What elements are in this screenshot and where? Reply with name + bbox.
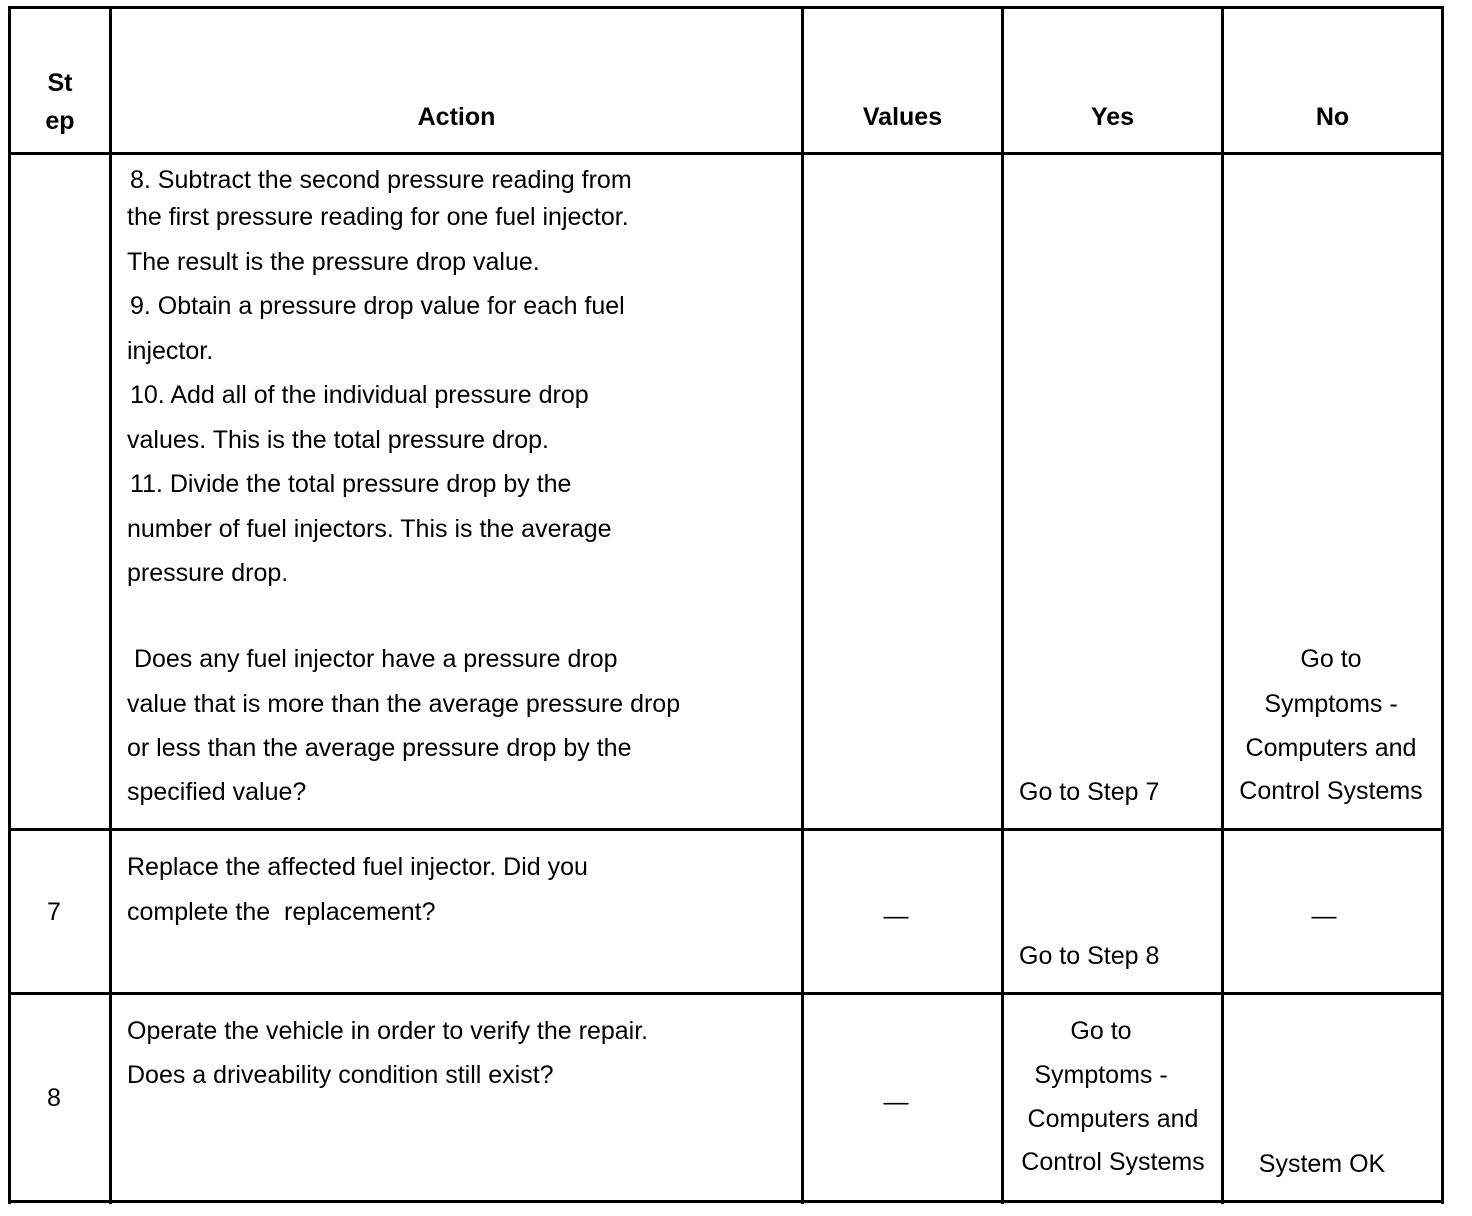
row-divider-6-7 [8,828,1444,831]
row6-question-line: value that is more than the average pressure drop [127,690,681,718]
row6-action-line: number of fuel injectors. This is the average [127,515,612,543]
row8-action-line: Does a driveability condition still exist? [127,1061,554,1089]
row7-step: 7 [47,898,61,926]
row6-no-line: Symptoms - [1264,690,1398,718]
row7-no: — [1311,902,1337,930]
row6-no-line: Control Systems [1239,777,1423,805]
row8-values: — [883,1088,909,1116]
row8-yes-line: Go to [1070,1017,1132,1045]
header-divider [8,152,1444,155]
row7-yes: Go to Step 8 [1019,942,1160,970]
header-no: No [1315,103,1350,131]
row6-action-line: 11. Divide the total pressure drop by the [130,470,572,498]
row6-yes: Go to Step 7 [1019,778,1160,806]
row7-action-line: complete the replacement? [127,898,436,926]
row6-action-line: pressure drop. [127,559,289,587]
row6-question-line: or less than the average pressure drop by the [127,734,632,762]
table-border-top [8,6,1444,9]
row-divider-7-8 [8,992,1444,995]
row8-action-line: Operate the vehicle in order to verify the repair. [127,1017,649,1045]
header-action: Action [417,103,496,131]
header-step-line2: ep [45,107,75,135]
row8-no: System OK [1258,1150,1386,1178]
table-border-right [1441,6,1444,1204]
col-divider-yes-no [1221,6,1224,1204]
row6-question-line: specified value? [127,778,307,806]
row6-no-line: Computers and [1245,734,1417,762]
row6-action-line: 9. Obtain a pressure drop value for each fuel [130,292,625,320]
row6-action-line: values. This is the total pressure drop. [127,426,549,454]
header-yes: Yes [1090,103,1135,131]
row6-action-line: injector. [127,337,214,365]
col-divider-step-action [109,6,112,1204]
row6-action-line: 10. Add all of the individual pressure drop [130,381,589,409]
row6-no-line: Go to [1300,645,1362,673]
row8-step: 8 [47,1084,61,1112]
row7-action-line: Replace the affected fuel injector. Did you [127,853,588,881]
row7-values: — [883,902,909,930]
row6-action-line: 8. Subtract the second pressure reading from [130,166,632,194]
row8-yes-line: Computers and [1027,1105,1199,1133]
row6-question-line: Does any fuel injector have a pressure drop [127,645,618,673]
col-divider-action-values [801,6,804,1204]
diagnostic-table [8,6,1444,1204]
row6-action-line: the first pressure reading for one fuel injector. [127,203,629,231]
row8-yes-line: Control Systems [1021,1148,1205,1176]
table-border-bottom [8,1200,1444,1203]
header-values: Values [862,103,943,131]
row8-yes-line: Symptoms - [1034,1061,1168,1089]
header-step-line1: St [47,69,73,97]
table-border-left [8,6,11,1204]
row6-action-line: The result is the pressure drop value. [127,248,540,276]
header-step [11,64,109,140]
